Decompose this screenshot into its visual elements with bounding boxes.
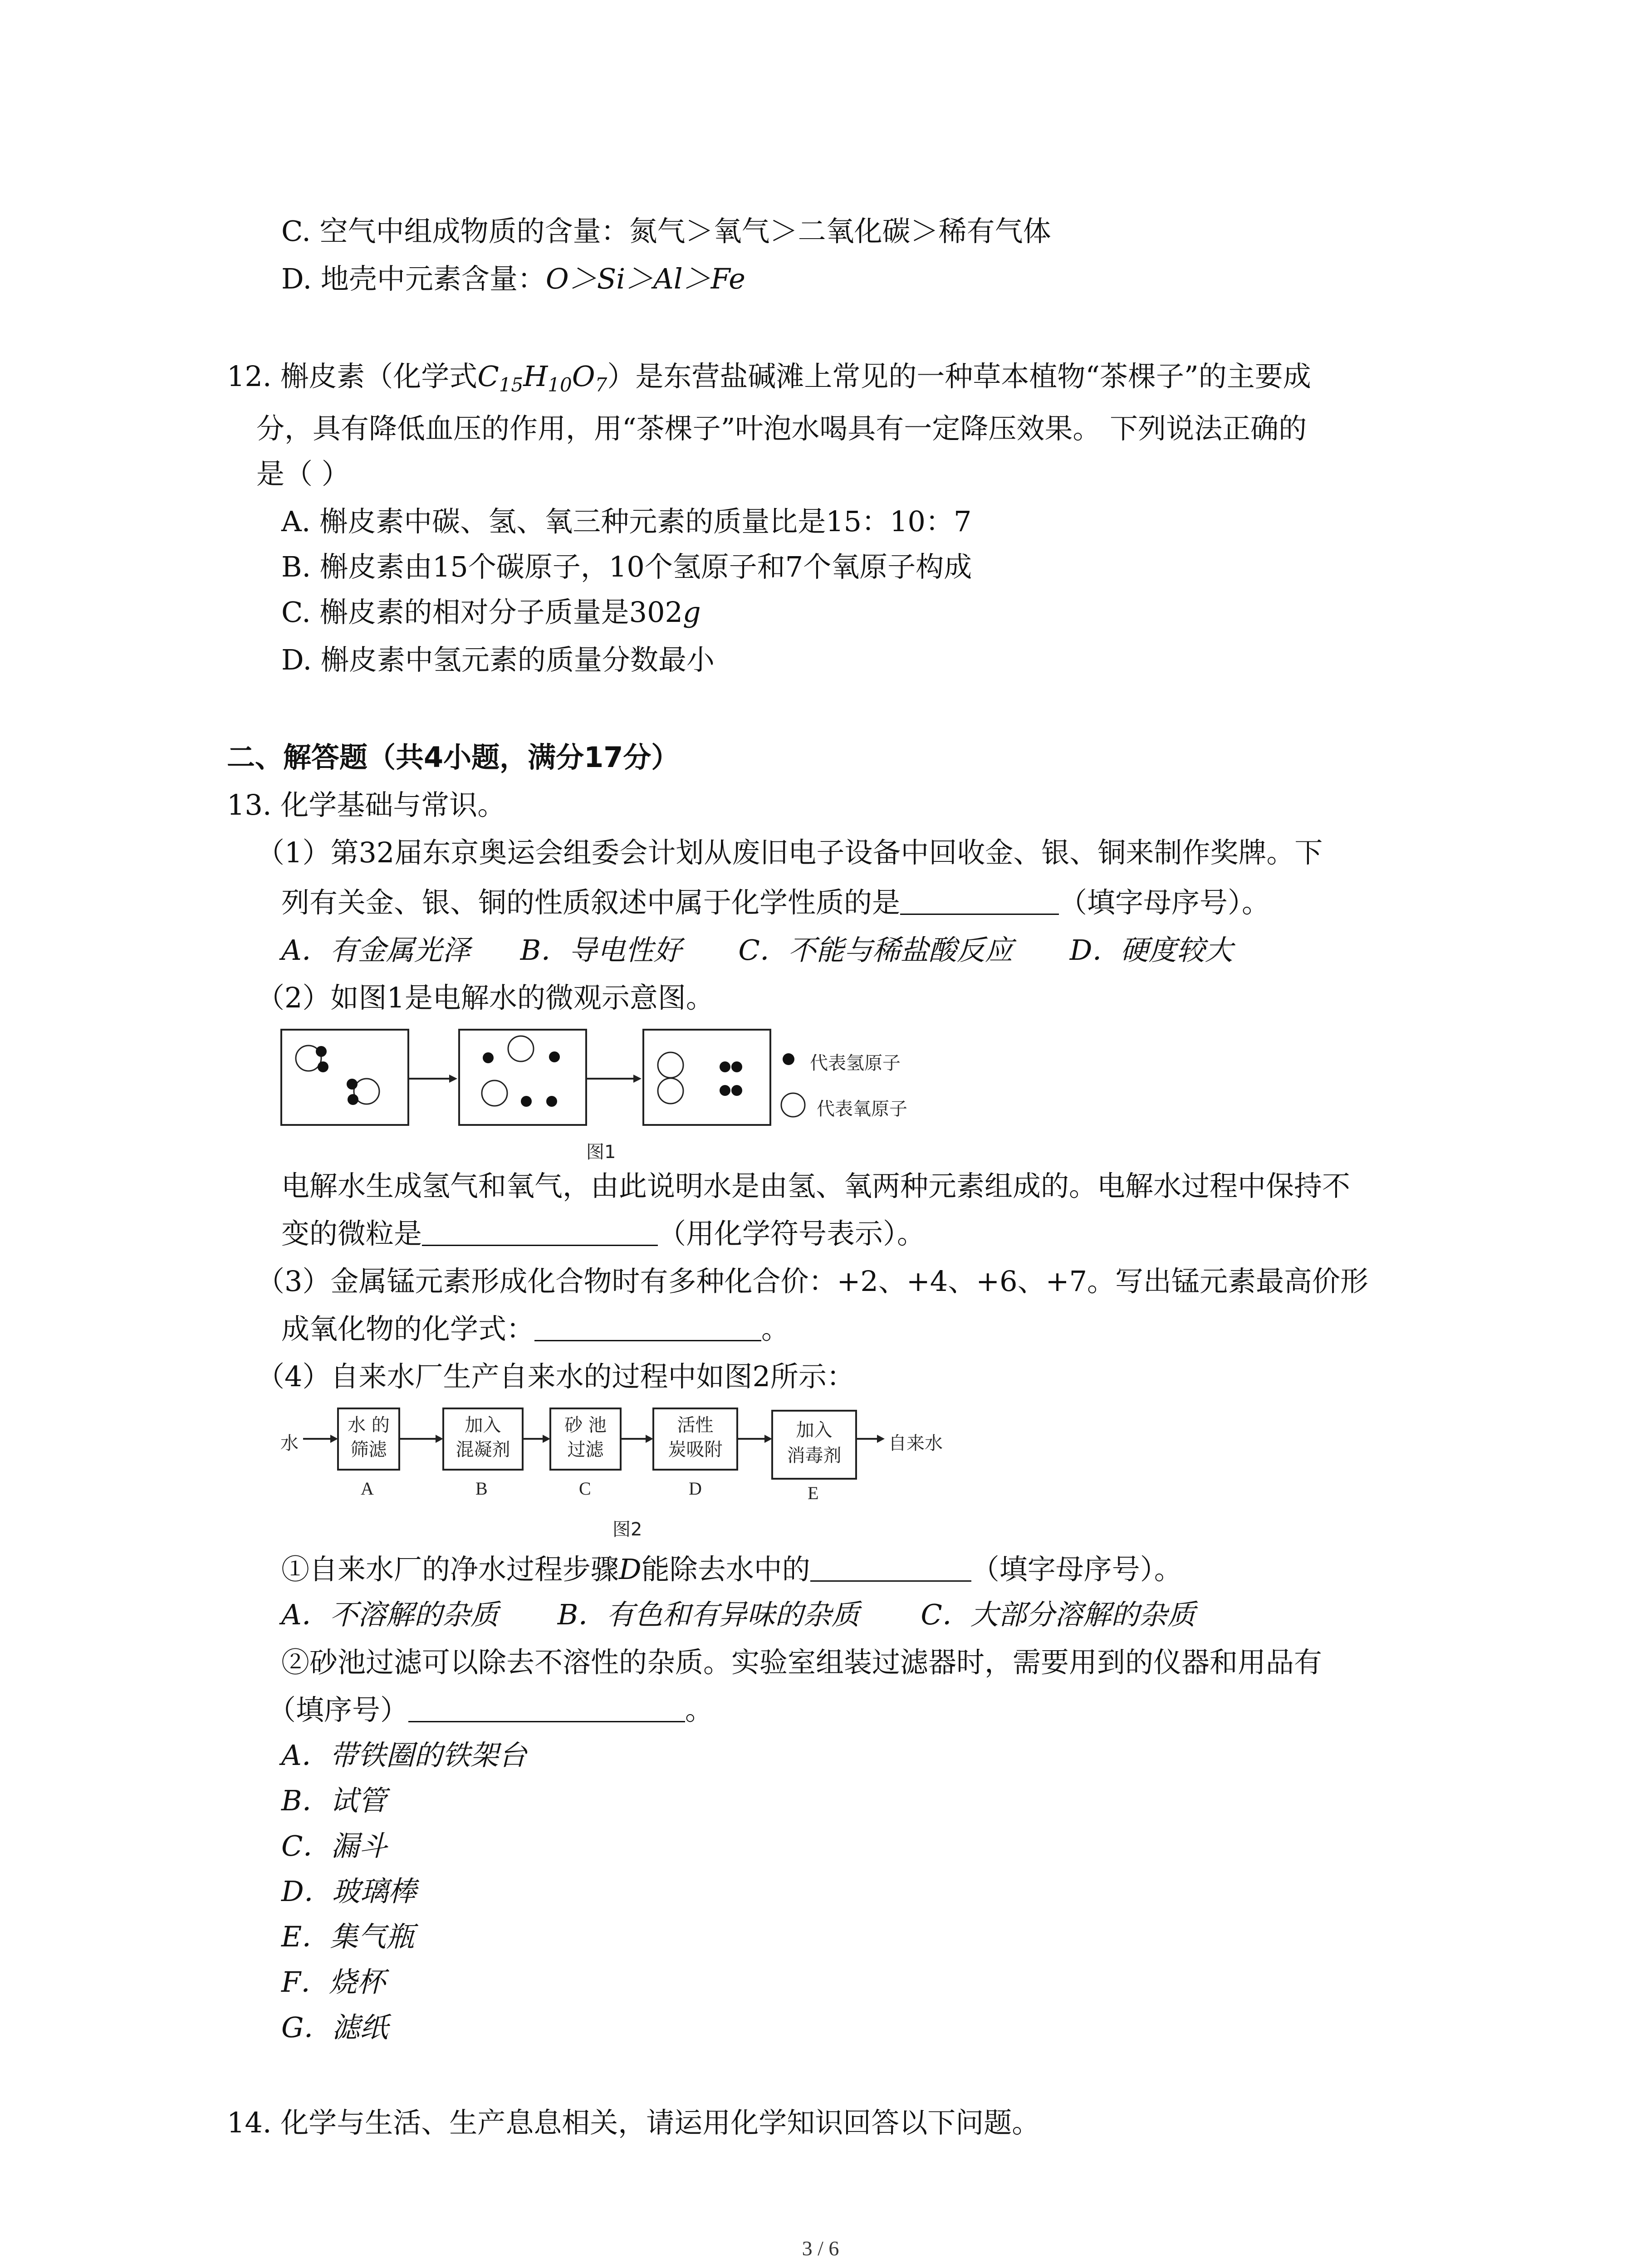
sub2-option-g: G．滤纸	[281, 2011, 388, 2044]
sub2-option-d: D．玻璃棒	[281, 1875, 416, 1908]
q14-title: 14. 化学与生活、生产息息相关，请运用化学知识回答以下问题。	[227, 2106, 1040, 2139]
sub2-option-c: C．漏斗	[281, 1829, 387, 1862]
sub2-option-f: F．烧杯	[281, 1965, 386, 1999]
q11-option-c: C. 空气中组成物质的含量：氮气＞氧气＞二氧化碳＞稀有气体	[281, 215, 1051, 248]
flow-input: 水	[280, 1433, 299, 1454]
answer-blank-5[interactable]	[408, 1693, 685, 1722]
q13-sub1-options	[281, 1597, 1195, 1633]
q13-part3-line2: 成氧化物的化学式： 。	[281, 1312, 790, 1345]
fig1-box-water	[281, 1030, 408, 1125]
q13-sub2-line2: （填序号） 。	[268, 1693, 714, 1726]
q13-title: 13. 化学基础与常识。	[227, 788, 506, 821]
option-a: A．有金属光泽	[281, 934, 470, 967]
q13-sub2-line1: ②砂池过滤可以除去不溶性的杂质。实验室组装过滤器时，需要用到的仪器和用品有	[281, 1646, 1323, 1679]
q12-formula: $C_{15}H_{10}O_7$	[477, 360, 607, 396]
q13-part3-line1: （3）金属锰元素形成化合物时有多种化合价：+2、+4、+6、+7。写出锰元素最高价形	[256, 1265, 1369, 1298]
sub2-option-a: A．带铁圈的铁架台	[281, 1739, 527, 1772]
answer-blank-4[interactable]	[810, 1552, 971, 1582]
figure-1-caption: 图1	[586, 1142, 616, 1163]
option-c: C．不能与稀盐酸反应	[738, 934, 1013, 967]
option-b: B．导电性好	[520, 934, 682, 967]
figure-2-caption: 图2	[612, 1519, 642, 1540]
q13-part1-options	[281, 932, 1233, 968]
answer-blank-1[interactable]	[900, 885, 1059, 915]
q13-part2-line1: 电解水生成氢气和氧气，由此说明水是由氢、氧两种元素组成的。电解水过程中保持不	[281, 1169, 1351, 1202]
q13-sub1: ①自来水厂的净水过程步骤D能除去水中的 （填字母序号）。	[281, 1553, 1182, 1586]
q13-part4-title: （4）自来水厂生产自来水的过程中如图2所示：	[256, 1360, 855, 1393]
fig1-box-atoms	[459, 1030, 586, 1125]
q11-option-d-label: D. 地壳中元素含量：	[281, 262, 546, 295]
flow-step-e: 加入 消毒剂	[787, 1420, 842, 1466]
legend-oxygen-circle	[781, 1093, 805, 1117]
fig1-box-products	[643, 1030, 770, 1125]
page-number: 3 / 6	[802, 2237, 839, 2260]
q12-stem-line3: 是（ ）	[256, 457, 350, 490]
legend-oxygen-label: 代表氧原子	[817, 1099, 907, 1119]
answer-blank-2[interactable]	[422, 1217, 658, 1246]
sub1-option-b: B．有色和有异味的杂质	[557, 1598, 860, 1631]
flow-letter-e: E	[808, 1483, 819, 1503]
sub2-option-b: B．试管	[281, 1784, 387, 1817]
flow-step-d: 活性 炭吸附	[668, 1415, 723, 1460]
q13-part2-line2: 变的微粒是 （用化学符号表示）。	[281, 1217, 926, 1250]
sub1-option-c: C．大部分溶解的杂质	[921, 1598, 1195, 1631]
flow-letter-c: C	[579, 1478, 591, 1499]
option-d: D．硬度较大	[1069, 934, 1233, 967]
q11-option-d-formula: O＞Si＞Al＞Fe	[545, 262, 745, 295]
q12-option-c: C. 槲皮素的相对分子质量是302g	[281, 596, 701, 629]
q12-option-a: A. 槲皮素中碳、氢、氧三种元素的质量比是15：10：7	[281, 505, 972, 538]
q12-option-b: B. 槲皮素由15个碳原子，10个氢原子和7个氧原子构成	[281, 550, 972, 583]
q13-part1-line2: 列有关金、银、铜的性质叙述中属于化学性质的是 （填字母序号）。	[281, 886, 1270, 919]
section-heading: 二、解答题（共4小题，满分17分）	[227, 741, 680, 774]
legend-hydrogen-label: 代表氢原子	[810, 1053, 901, 1074]
flow-step-a: 水 的 筛滤	[348, 1415, 390, 1460]
q12-stem-line2: 分，具有降低血压的作用，用“茶棵子”叶泡水喝具有一定降压效果。 下列说法正确的	[256, 412, 1307, 445]
sub2-option-e: E．集气瓶	[281, 1920, 415, 1953]
q13-part1-line1: （1）第32届东京奥运会组委会计划从废旧电子设备中回收金、银、铜来制作奖牌。下	[256, 836, 1323, 869]
q12-option-d: D. 槲皮素中氢元素的质量分数最小	[281, 643, 715, 676]
sub1-option-a: A．不溶解的杂质	[281, 1598, 499, 1631]
flow-letter-d: D	[689, 1478, 702, 1499]
flow-letter-a: A	[361, 1478, 374, 1499]
q12-stem-line1	[227, 358, 1311, 395]
flow-output: 自来水	[888, 1433, 943, 1454]
answer-blank-3[interactable]	[534, 1312, 761, 1341]
flow-step-c: 砂 池 过滤	[564, 1415, 607, 1460]
q12-stem-text: 12. 槲皮素（化学式	[227, 360, 478, 393]
flow-step-b: 加入 混凝剂	[456, 1415, 510, 1460]
flow-letter-b: B	[475, 1478, 488, 1499]
legend-hydrogen-dot	[783, 1053, 794, 1065]
q11-option-d	[281, 261, 745, 297]
q12-stem-text-b: ）是东营盐碱滩上常见的一种草本植物“茶棵子”的主要成	[607, 360, 1311, 393]
q13-part2-title: （2）如图1是电解水的微观示意图。	[256, 981, 714, 1014]
